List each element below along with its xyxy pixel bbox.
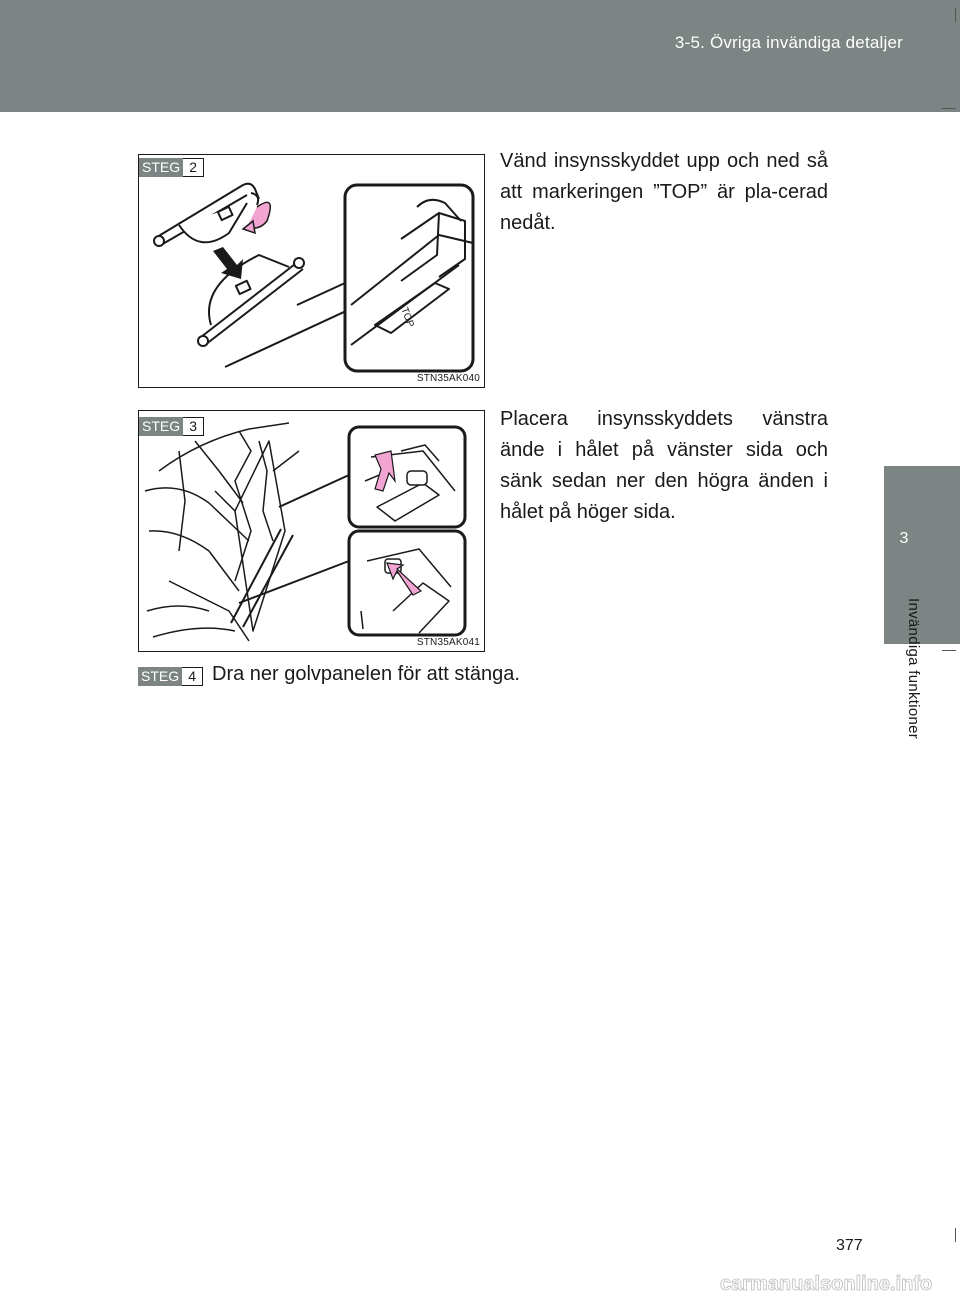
- crop-mark: [942, 108, 956, 109]
- cover-flip-illustration: [139, 155, 484, 387]
- figure-step-3: [138, 410, 485, 652]
- step-badge: [139, 417, 204, 436]
- step-4-text: Dra ner golvpanelen för att stänga.: [212, 663, 520, 685]
- watermark-logo: [720, 1270, 946, 1296]
- top-marking: TOP: [398, 305, 416, 329]
- step-badge-label: STEG: [138, 667, 182, 686]
- crop-mark: [955, 1228, 956, 1242]
- step-badge-number: 3: [183, 417, 204, 436]
- page-number: 377: [836, 1237, 863, 1254]
- crop-mark: [955, 8, 956, 22]
- figure-step-2: [138, 154, 485, 388]
- step-badge-number: 4: [182, 667, 203, 686]
- chapter-label: Invändiga funktioner: [905, 598, 922, 740]
- step-badge-label: STEG: [139, 158, 183, 177]
- step-badge-label: STEG: [139, 417, 183, 436]
- step-2-text: Vänd insynsskyddet upp och ned så att markeringen ”TOP” är pla-cerad nedåt.: [500, 150, 828, 234]
- chapter-number: 3: [899, 530, 909, 547]
- figure-code: STN35AK040: [416, 373, 480, 384]
- step-badge: [139, 158, 204, 177]
- step-badge: [138, 667, 203, 686]
- cover-install-illustration: [139, 411, 484, 651]
- watermark-text: carmanualsonline.info: [720, 1273, 933, 1295]
- crop-mark: [942, 650, 956, 651]
- step-3-text: Placera insynsskyddets vänstra ände i hålet på vänster sida och sänk sedan ner den högra änden i hålet på höger sida.: [500, 408, 828, 523]
- page-header: [0, 0, 960, 112]
- step-badge-number: 2: [183, 158, 204, 177]
- figure-code: STN35AK041: [416, 637, 480, 648]
- chapter-tab: [884, 466, 960, 644]
- section-title: 3-5. Övriga invändiga detaljer: [674, 33, 903, 52]
